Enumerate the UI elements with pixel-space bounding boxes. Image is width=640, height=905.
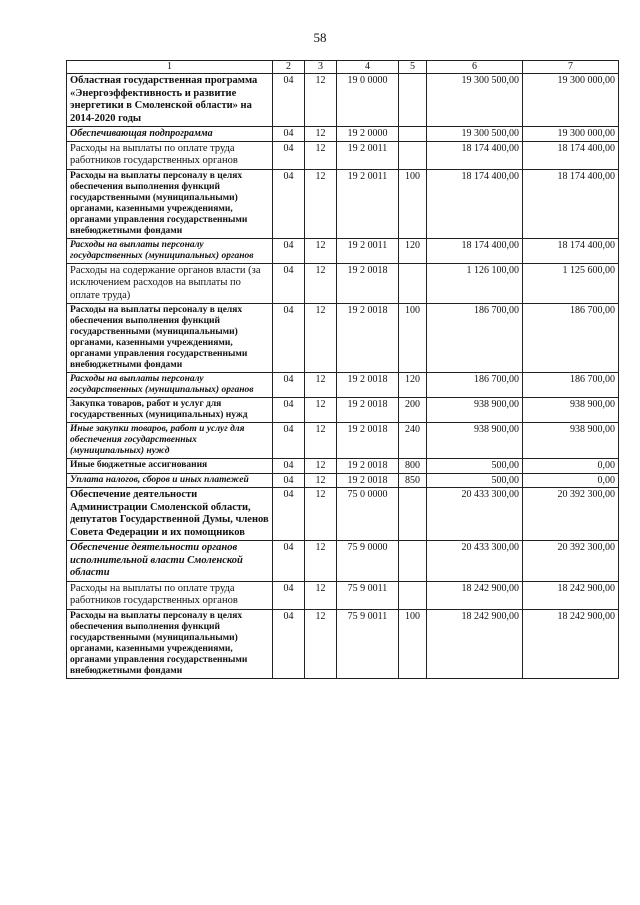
row-name: Обеспечение деятельности Администрации Смоленской области, депутатов Государственной Думы, членов Совета Федерации и их помощников [67, 488, 273, 541]
cell-amount-2: 19 300 000,00 [523, 127, 619, 142]
cell-target-article: 19 2 0011 [337, 238, 399, 263]
cell-amount-2: 0,00 [523, 459, 619, 474]
cell-subsection: 12 [305, 473, 337, 488]
cell-target-article: 19 2 0018 [337, 459, 399, 474]
table-row [67, 373, 619, 398]
cell-section: 04 [273, 238, 305, 263]
table-row [67, 141, 619, 169]
column-header-5: 5 [399, 61, 427, 74]
cell-target-article: 19 2 0011 [337, 141, 399, 169]
table-row [67, 263, 619, 304]
cell-amount-2: 18 174 400,00 [523, 141, 619, 169]
cell-amount-2: 938 900,00 [523, 423, 619, 459]
row-name: Обеспечивающая подпрограмма [67, 127, 273, 142]
cell-section: 04 [273, 373, 305, 398]
cell-target-article: 19 2 0011 [337, 169, 399, 238]
cell-amount-2: 18 242 900,00 [523, 581, 619, 609]
cell-amount-2: 0,00 [523, 473, 619, 488]
row-name: Обеспечение деятельности органов исполнительной власти Смоленской области [67, 541, 273, 582]
cell-target-article: 75 9 0011 [337, 581, 399, 609]
table-row [67, 304, 619, 373]
cell-amount-2: 186 700,00 [523, 373, 619, 398]
table-row [67, 581, 619, 609]
table-row [67, 74, 619, 127]
cell-amount-2: 18 174 400,00 [523, 169, 619, 238]
cell-target-article: 19 2 0018 [337, 304, 399, 373]
cell-target-article: 75 9 0011 [337, 609, 399, 678]
cell-amount-2: 1 125 600,00 [523, 263, 619, 304]
cell-subsection: 12 [305, 238, 337, 263]
cell-section: 04 [273, 263, 305, 304]
row-name: Иные бюджетные ассигнования [67, 459, 273, 474]
cell-target-article: 75 9 0000 [337, 541, 399, 582]
row-name: Расходы на выплаты по оплате труда работников государственных органов [67, 581, 273, 609]
cell-target-article: 19 2 0018 [337, 373, 399, 398]
cell-section: 04 [273, 423, 305, 459]
cell-amount-2: 938 900,00 [523, 398, 619, 423]
column-header-7: 7 [523, 61, 619, 74]
column-header-1: 1 [67, 61, 273, 74]
cell-section: 04 [273, 459, 305, 474]
cell-section: 04 [273, 304, 305, 373]
cell-subsection: 12 [305, 398, 337, 423]
cell-subsection: 12 [305, 541, 337, 582]
cell-subsection: 12 [305, 423, 337, 459]
cell-amount-2: 20 392 300,00 [523, 488, 619, 541]
table-row [67, 459, 619, 474]
cell-subsection: 12 [305, 609, 337, 678]
row-name: Иные закупки товаров, работ и услуг для обеспечения государственных (муниципальных) нужд [67, 423, 273, 459]
cell-expense-type: 100 [399, 169, 427, 238]
column-header-2: 2 [273, 61, 305, 74]
cell-amount-1: 20 433 300,00 [427, 541, 523, 582]
row-name: Областная государственная программа «Энергоэффективность и развитие энергетики в Смоленской области» на 2014-2020 годы [67, 74, 273, 127]
column-header-3: 3 [305, 61, 337, 74]
cell-section: 04 [273, 488, 305, 541]
cell-amount-1: 19 300 500,00 [427, 74, 523, 127]
cell-subsection: 12 [305, 169, 337, 238]
cell-section: 04 [273, 141, 305, 169]
row-name: Расходы на содержание органов власти (за исключением расходов на выплаты по оплате труда) [67, 263, 273, 304]
cell-amount-2: 186 700,00 [523, 304, 619, 373]
cell-amount-1: 186 700,00 [427, 304, 523, 373]
cell-target-article: 19 2 0018 [337, 473, 399, 488]
budget-table [66, 60, 619, 679]
page-number: 58 [313, 30, 327, 45]
cell-expense-type [399, 488, 427, 541]
cell-amount-1: 19 300 500,00 [427, 127, 523, 142]
cell-subsection: 12 [305, 141, 337, 169]
cell-target-article: 19 2 0018 [337, 398, 399, 423]
cell-expense-type [399, 127, 427, 142]
row-name: Расходы на выплаты персоналу государственных (муниципальных) органов [67, 373, 273, 398]
cell-subsection: 12 [305, 488, 337, 541]
cell-expense-type: 100 [399, 609, 427, 678]
cell-expense-type: 100 [399, 304, 427, 373]
cell-amount-1: 500,00 [427, 459, 523, 474]
cell-target-article: 75 0 0000 [337, 488, 399, 541]
row-name: Расходы на выплаты персоналу в целях обеспечения выполнения функций государственными (муниципальными) органами, казенными учреждениями, органами управления государственными внебюджетными фондами [67, 304, 273, 373]
cell-amount-2: 18 174 400,00 [523, 238, 619, 263]
cell-amount-1: 18 174 400,00 [427, 238, 523, 263]
cell-expense-type [399, 541, 427, 582]
cell-target-article: 19 2 0018 [337, 263, 399, 304]
cell-section: 04 [273, 541, 305, 582]
cell-target-article: 19 2 0018 [337, 423, 399, 459]
cell-subsection: 12 [305, 304, 337, 373]
table-row [67, 488, 619, 541]
column-header-4: 4 [337, 61, 399, 74]
table-row [67, 473, 619, 488]
cell-expense-type: 120 [399, 238, 427, 263]
cell-expense-type [399, 263, 427, 304]
cell-amount-1: 1 126 100,00 [427, 263, 523, 304]
cell-amount-2: 19 300 000,00 [523, 74, 619, 127]
cell-amount-1: 500,00 [427, 473, 523, 488]
cell-expense-type: 120 [399, 373, 427, 398]
cell-amount-1: 18 174 400,00 [427, 141, 523, 169]
cell-amount-1: 18 242 900,00 [427, 609, 523, 678]
table-row [67, 541, 619, 582]
cell-target-article: 19 2 0000 [337, 127, 399, 142]
cell-section: 04 [273, 581, 305, 609]
cell-amount-1: 186 700,00 [427, 373, 523, 398]
cell-section: 04 [273, 398, 305, 423]
cell-expense-type [399, 74, 427, 127]
row-name: Расходы на выплаты персоналу государственных (муниципальных) органов [67, 238, 273, 263]
cell-amount-1: 18 242 900,00 [427, 581, 523, 609]
cell-subsection: 12 [305, 263, 337, 304]
table-row [67, 423, 619, 459]
row-name: Закупка товаров, работ и услуг для государственных (муниципальных) нужд [67, 398, 273, 423]
cell-target-article: 19 0 0000 [337, 74, 399, 127]
row-name: Уплата налогов, сборов и иных платежей [67, 473, 273, 488]
cell-amount-2: 20 392 300,00 [523, 541, 619, 582]
row-name: Расходы на выплаты по оплате труда работников государственных органов [67, 141, 273, 169]
cell-section: 04 [273, 609, 305, 678]
cell-amount-1: 20 433 300,00 [427, 488, 523, 541]
table-row [67, 169, 619, 238]
cell-expense-type [399, 141, 427, 169]
row-name: Расходы на выплаты персоналу в целях обеспечения выполнения функций государственными (муниципальными) органами, казенными учреждениями, органами управления государственными внебюджетными фондами [67, 609, 273, 678]
cell-section: 04 [273, 74, 305, 127]
table-row [67, 609, 619, 678]
table-row [67, 398, 619, 423]
cell-subsection: 12 [305, 459, 337, 474]
row-name: Расходы на выплаты персоналу в целях обеспечения выполнения функций государственными (муниципальными) органами, казенными учреждениями, органами управления государственными внебюджетными фондами [67, 169, 273, 238]
column-header-6: 6 [427, 61, 523, 74]
cell-amount-1: 18 174 400,00 [427, 169, 523, 238]
cell-expense-type: 240 [399, 423, 427, 459]
cell-expense-type: 200 [399, 398, 427, 423]
cell-subsection: 12 [305, 74, 337, 127]
table-row [67, 127, 619, 142]
cell-amount-2: 18 242 900,00 [523, 609, 619, 678]
cell-expense-type: 850 [399, 473, 427, 488]
table-row [67, 238, 619, 263]
cell-subsection: 12 [305, 581, 337, 609]
cell-section: 04 [273, 473, 305, 488]
cell-amount-1: 938 900,00 [427, 398, 523, 423]
cell-expense-type [399, 581, 427, 609]
cell-subsection: 12 [305, 127, 337, 142]
cell-section: 04 [273, 169, 305, 238]
table-header-row [67, 61, 619, 74]
cell-subsection: 12 [305, 373, 337, 398]
cell-section: 04 [273, 127, 305, 142]
cell-expense-type: 800 [399, 459, 427, 474]
cell-amount-1: 938 900,00 [427, 423, 523, 459]
